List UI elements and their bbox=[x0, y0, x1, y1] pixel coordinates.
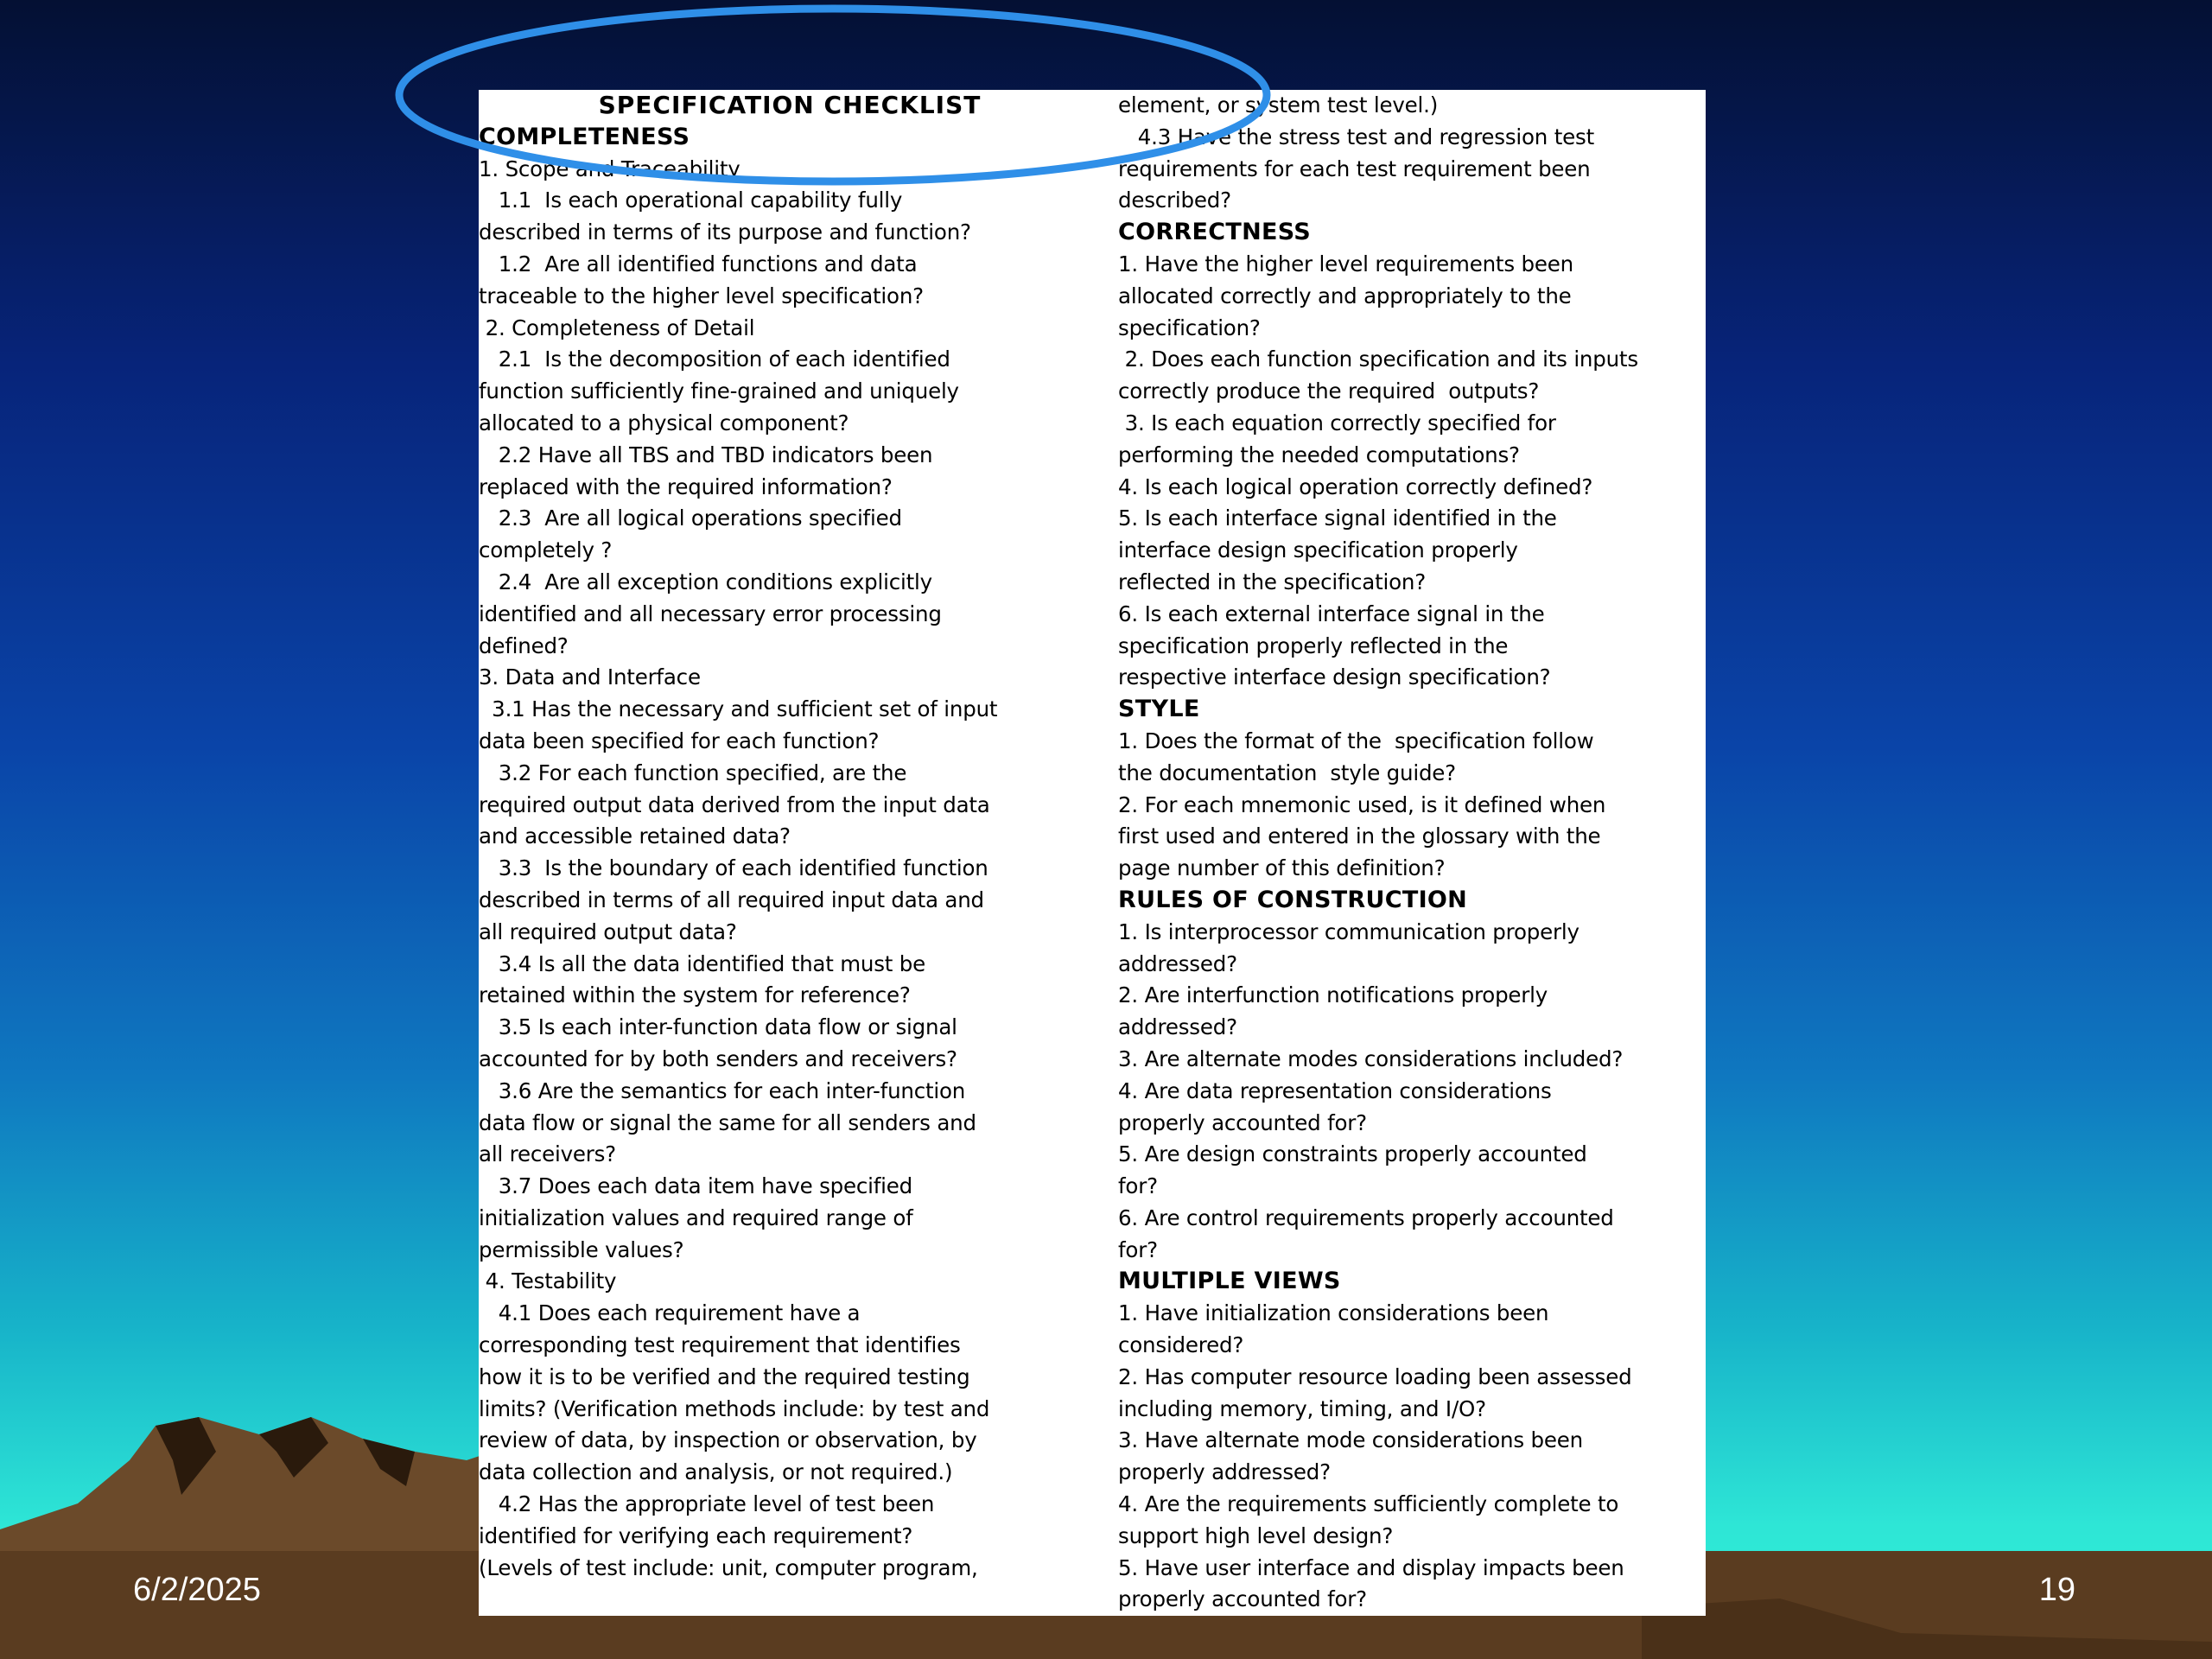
checklist-line: 4. Are data representation considerations bbox=[1118, 1077, 1552, 1103]
checklist-line: described in terms of its purpose and function? bbox=[479, 219, 971, 245]
checklist-line: function sufficiently fine-grained and uniquely bbox=[479, 378, 959, 404]
checklist-line: data flow or signal the same for all senders and bbox=[479, 1109, 976, 1135]
checklist-line: first used and entered in the glossary with the bbox=[1118, 823, 1601, 849]
document-title: SPECIFICATION CHECKLIST bbox=[598, 91, 982, 119]
checklist-line: 5. Are design constraints properly accounted bbox=[1118, 1141, 1587, 1167]
slide-page-number: 19 bbox=[2038, 1572, 2075, 1608]
left-column bbox=[479, 90, 1101, 1584]
checklist-line: 3.3 Is the boundary of each identified function bbox=[479, 855, 988, 881]
checklist-line: 3. Are alternate modes considerations included? bbox=[1118, 1046, 1624, 1071]
checklist-line: 3.7 Does each data item have specified bbox=[479, 1173, 913, 1199]
checklist-line: including memory, timing, and I/O? bbox=[1118, 1395, 1486, 1421]
highlight-oval bbox=[391, 0, 1275, 190]
checklist-line: identified for verifying each requirement? bbox=[479, 1522, 913, 1548]
section-heading: CORRECTNESS bbox=[1118, 219, 1312, 246]
checklist-line: 1. Is interprocessor communication properly bbox=[1118, 918, 1580, 944]
checklist-line: support high level design? bbox=[1118, 1522, 1394, 1548]
checklist-line: allocated correctly and appropriately to the bbox=[1118, 283, 1572, 308]
checklist-line: 2.2 Have all TBS and TBD indicators been bbox=[479, 442, 933, 467]
checklist-line: described? bbox=[1118, 188, 1231, 213]
right-column bbox=[1118, 90, 1706, 1616]
checklist-line: 5. Is each interface signal identified in the bbox=[1118, 505, 1557, 531]
checklist-line: completely ? bbox=[479, 537, 613, 563]
checklist-line: properly accounted for? bbox=[1118, 1109, 1367, 1135]
section-heading: STYLE bbox=[1118, 696, 1200, 723]
checklist-line: corresponding test requirement that identifies bbox=[479, 1332, 961, 1358]
checklist-line: reflected in the specification? bbox=[1118, 569, 1427, 594]
checklist-line: 1.1 Is each operational capability fully bbox=[479, 188, 903, 213]
checklist-line: traceable to the higher level specification? bbox=[479, 283, 924, 308]
checklist-line: allocated to a physical component? bbox=[479, 410, 849, 435]
checklist-line: 2. Has computer resource loading been assessed bbox=[1118, 1363, 1632, 1389]
checklist-line: 3.6 Are the semantics for each inter-function bbox=[479, 1077, 966, 1103]
checklist-line: for? bbox=[1118, 1236, 1158, 1262]
checklist-line: 3. Data and Interface bbox=[479, 664, 701, 690]
checklist-line: data collection and analysis, or not required.) bbox=[479, 1459, 953, 1485]
checklist-line: 1.2 Are all identified functions and data bbox=[479, 251, 918, 276]
checklist-line: 3. Have alternate mode considerations been bbox=[1118, 1427, 1583, 1453]
checklist-line: page number of this definition? bbox=[1118, 855, 1446, 881]
checklist-line: 3.2 For each function specified, are the bbox=[479, 760, 907, 785]
checklist-line: required output data derived from the input data bbox=[479, 791, 990, 817]
checklist-line: described in terms of all required input data and bbox=[479, 887, 984, 912]
checklist-line: 5. Have user interface and display impacts been bbox=[1118, 1554, 1624, 1580]
checklist-line: the documentation style guide? bbox=[1118, 760, 1456, 785]
checklist-line: properly addressed? bbox=[1118, 1459, 1331, 1485]
checklist-line: and accessible retained data? bbox=[479, 823, 791, 849]
checklist-line: 4.1 Does each requirement have a bbox=[479, 1300, 861, 1326]
checklist-line: review of data, by inspection or observation, by bbox=[479, 1427, 977, 1453]
checklist-line: retained within the system for reference? bbox=[479, 982, 911, 1008]
checklist-line: 3. Is each equation correctly specified for bbox=[1118, 410, 1556, 435]
checklist-line: correctly produce the required outputs? bbox=[1118, 378, 1540, 404]
checklist-line: 1. Have the higher level requirements been bbox=[1118, 251, 1573, 276]
checklist-line: 4. Are the requirements sufficiently complete to bbox=[1118, 1491, 1619, 1517]
checklist-line: 1. Does the format of the specification follow bbox=[1118, 728, 1594, 753]
checklist-line: 2. Completeness of Detail bbox=[479, 315, 755, 340]
checklist-line: 2. For each mnemonic used, is it defined when bbox=[1118, 791, 1606, 817]
checklist-line: defined? bbox=[479, 632, 569, 658]
checklist-line: for? bbox=[1118, 1173, 1158, 1199]
checklist-line: addressed? bbox=[1118, 950, 1237, 976]
checklist-line: accounted for by both senders and receivers? bbox=[479, 1046, 957, 1071]
checklist-line: permissible values? bbox=[479, 1236, 684, 1262]
checklist-line: 3.5 Is each inter-function data flow or signal bbox=[479, 1014, 957, 1040]
checklist-line: 3.1 Has the necessary and sufficient set of input bbox=[479, 696, 998, 722]
checklist-line: 4.3 Have the stress test and regression test bbox=[1118, 124, 1594, 149]
checklist-line: how it is to be verified and the required testing bbox=[479, 1363, 970, 1389]
checklist-line: 1. Have initialization considerations been bbox=[1118, 1300, 1549, 1326]
checklist-line: 1. Scope and Traceability bbox=[479, 156, 741, 181]
checklist-line: 4. Is each logical operation correctly defined? bbox=[1118, 474, 1593, 499]
checklist-line: replaced with the required information? bbox=[479, 474, 893, 499]
checklist-line: 2.4 Are all exception conditions explicitly bbox=[479, 569, 932, 594]
section-heading: MULTIPLE VIEWS bbox=[1118, 1268, 1341, 1295]
section-heading: COMPLETENESS bbox=[479, 123, 690, 150]
checklist-line: 6. Are control requirements properly accounted bbox=[1118, 1205, 1614, 1230]
checklist-line: 2.3 Are all logical operations specified bbox=[479, 505, 902, 531]
checklist-line: addressed? bbox=[1118, 1014, 1237, 1040]
section-heading: RULES OF CONSTRUCTION bbox=[1118, 886, 1468, 913]
checklist-line: 6. Is each external interface signal in the bbox=[1118, 601, 1545, 626]
highlight-ellipse bbox=[399, 9, 1267, 181]
checklist-line: performing the needed computations? bbox=[1118, 442, 1520, 467]
checklist-line: 3.4 Is all the data identified that must be bbox=[479, 950, 926, 976]
checklist-line: specification? bbox=[1118, 315, 1261, 340]
checklist-line: 2. Are interfunction notifications properly bbox=[1118, 982, 1548, 1008]
checklist-line: 2. Does each function specification and its inputs bbox=[1118, 346, 1638, 372]
checklist-line: properly accounted for? bbox=[1118, 1586, 1367, 1612]
checklist-line: initialization values and required range of bbox=[479, 1205, 913, 1230]
checklist-line: interface design specification properly bbox=[1118, 537, 1518, 563]
checklist-line: specification properly reflected in the bbox=[1118, 632, 1509, 658]
checklist-line: all required output data? bbox=[479, 918, 737, 944]
checklist-line: element, or system test level.) bbox=[1118, 92, 1439, 118]
checklist-line: (Levels of test include: unit, computer program, bbox=[479, 1554, 978, 1580]
checklist-line: 4. Testability bbox=[479, 1268, 617, 1294]
checklist-line: 2.1 Is the decomposition of each identified bbox=[479, 346, 950, 372]
checklist-line: limits? (Verification methods include: by test and bbox=[479, 1395, 990, 1421]
slide-date: 6/2/2025 bbox=[133, 1572, 261, 1608]
checklist-line: 4.2 Has the appropriate level of test been bbox=[479, 1491, 935, 1517]
checklist-line: considered? bbox=[1118, 1332, 1244, 1358]
checklist-line: all receivers? bbox=[479, 1141, 616, 1167]
specification-checklist-document bbox=[479, 90, 1706, 1616]
checklist-line: data been specified for each function? bbox=[479, 728, 880, 753]
checklist-line: identified and all necessary error processing bbox=[479, 601, 942, 626]
checklist-line: respective interface design specification? bbox=[1118, 664, 1551, 690]
checklist-line: requirements for each test requirement been bbox=[1118, 156, 1591, 181]
